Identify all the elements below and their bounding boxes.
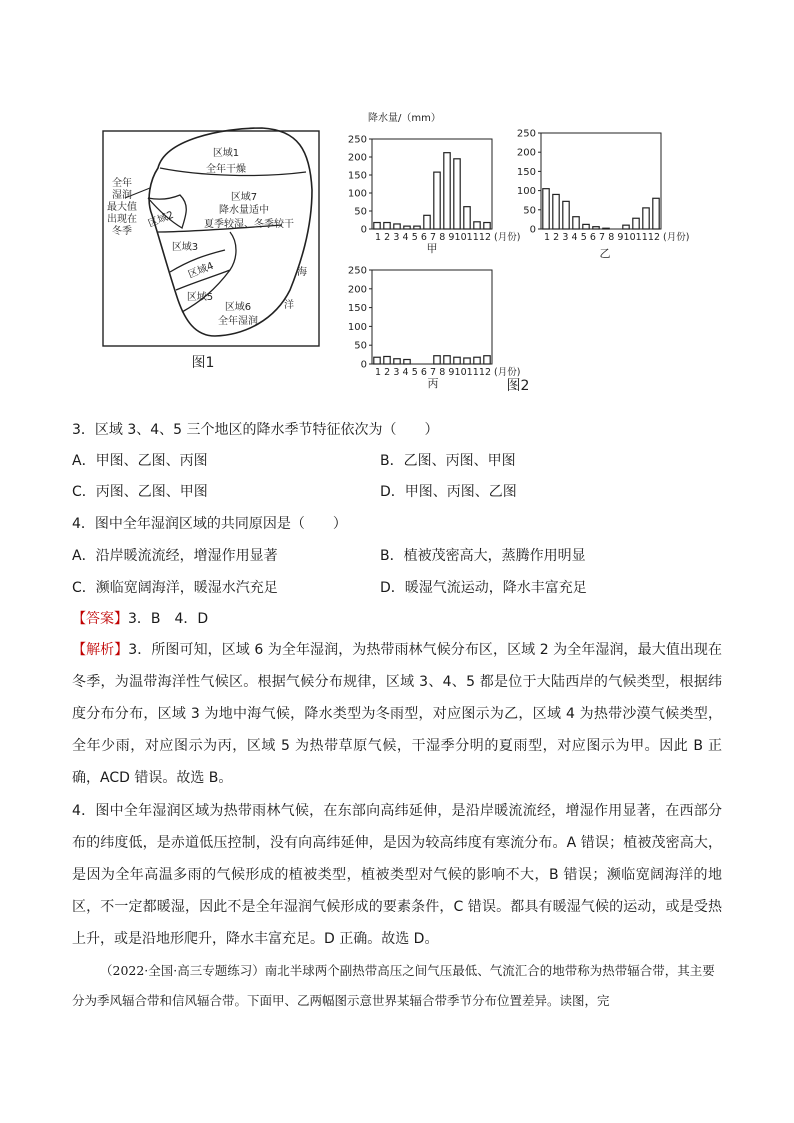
bar-丙-month-8 [444, 356, 450, 364]
bar-甲-month-12 [484, 223, 490, 229]
bar-丙-month-10 [464, 358, 470, 364]
bar-甲-month-8 [444, 153, 450, 229]
y-tick-label: 100 [516, 186, 536, 198]
q4-option-b[interactable]: B．植被茂密高大，蒸腾作用明显 [380, 548, 586, 564]
y-tick-label: 0 [529, 224, 536, 236]
y-tick-label: 100 [347, 321, 367, 333]
bar-乙-month-5 [583, 224, 589, 229]
bar-丙-month-12 [484, 356, 490, 364]
bar-乙-month-4 [573, 217, 579, 229]
bar-乙-month-3 [563, 201, 569, 229]
bar-乙-month-12 [653, 198, 659, 229]
bar-丙-month-3 [394, 359, 400, 364]
bar-甲-month-7 [434, 172, 440, 229]
bar-甲-month-3 [394, 224, 400, 229]
answer-text: 3．B 4．D [128, 611, 209, 627]
intro-source: （2022·全国·高三专题练习） [100, 963, 265, 978]
region-1-name: 区域1 [212, 148, 240, 159]
bar-丙-month-11 [474, 357, 480, 364]
chart-frame [372, 270, 492, 364]
bar-乙-month-6 [593, 227, 599, 229]
analysis-tag: 【解析】 [72, 642, 129, 658]
bar-甲-month-11 [474, 222, 480, 229]
bar-甲-month-4 [404, 226, 410, 229]
left-note-2: 湿润 [112, 190, 132, 201]
bar-丙-month-2 [384, 356, 390, 364]
y-tick-label: 200 [347, 284, 367, 296]
q4-option-c[interactable]: C．濒临宽阔海洋，暖湿水汽充足 [72, 580, 278, 596]
bar-丙-month-4 [404, 359, 410, 364]
q4-option-d[interactable]: D．暖湿气流运动，降水丰富充足 [380, 580, 587, 596]
x-tick-labels: 1 2 3 4 5 6 7 8 9101112 [544, 232, 660, 243]
analysis-q4 [72, 795, 722, 955]
chart-title: 丙 [427, 377, 439, 390]
analysis-q3-text: 3．所图可知，区域 6 为全年湿润，为热带雨林气候分布区，区域 2 为全年湿润，最大值出现在冬季，为温带海洋性气候区。根据气候分布规律，区域 3、4、5 都是位于大陆西岸的气候类型，根据纬度分布分布，区域 3 为地中海气候，降水类型为冬雨型，对应图示为乙，区域 4 为热带沙漠气候类型，全年少雨，对应图示为丙，区域 5 为热带草原气候，干湿季分明的夏雨型，对应图示为甲。因此 B 正确，ACD 错误。故选 B。 [72, 642, 722, 786]
next-question-intro [72, 956, 722, 1018]
analysis-q3 [72, 634, 722, 794]
chart-frame [372, 139, 492, 229]
y-tick-label: 50 [354, 206, 367, 218]
bar-乙-month-9 [623, 225, 629, 229]
left-note-4: 出现在 [107, 214, 137, 225]
region-6-desc: 全年湿润 [218, 316, 258, 327]
bar-乙-month-7 [603, 228, 609, 229]
region-1-desc: 全年干燥 [206, 164, 246, 175]
chart-title: 乙 [599, 247, 611, 260]
q4-option-a[interactable]: A．沿岸暖流流经，增湿作用显著 [72, 548, 278, 564]
figure-2-caption: 图2 [506, 378, 530, 394]
bar-丙-month-7 [434, 356, 440, 364]
bar-甲-month-10 [464, 207, 470, 229]
region-4-name: 区域4 [186, 260, 216, 281]
answer-line [72, 609, 208, 629]
q3-option-b[interactable]: B．乙图、丙图、甲图 [380, 453, 516, 469]
bar-甲-month-1 [374, 223, 380, 229]
analysis-q4-text: 4．图中全年湿润区域为热带雨林气候，在东部向高纬延伸，是沿岸暖流流经，增湿作用显著，在西部分布的纬度低，是赤道低压控制，没有向高纬延伸，是因为较高纬度有寒流分布。A 错误；植被茂密高大，是因为全年高温多雨的气候形成的植被类型，植被类型对气候的影响不大，B 错误；濒临宽阔海洋的地区，不一定都暖湿，因此不是全年湿润气候形成的要素条件，C 错误。都具有暖湿气候的运动，或是受热上升，或是沿地形爬升，降水丰富充足。D 正确。故选 D。 [72, 803, 722, 947]
intro-text: 南北半球两个副热带高压之间气压最低、气流汇合的地带称为热带辐合带，其主要分为季风辐合带和信风辐合带。下面甲、乙两幅图示意世界某辐合带季节分布位置差异。读图，完 [72, 963, 715, 1008]
y-tick-label: 100 [347, 188, 367, 200]
left-note-3: 最大值 [107, 202, 137, 213]
q3-option-d[interactable]: D．甲图、丙图、乙图 [380, 484, 517, 500]
figure-2 [0, 0, 794, 400]
region-7-desc-1: 降水量适中 [219, 205, 269, 216]
y-tick-label: 200 [347, 152, 367, 164]
bar-甲-month-5 [414, 226, 420, 229]
y-tick-label: 50 [354, 340, 367, 352]
x-tick-labels: 1 2 3 4 5 6 7 8 9101112 [375, 232, 491, 243]
sea-label-2: 洋 [284, 300, 294, 311]
bar-乙-month-10 [633, 218, 639, 229]
y-tick-label: 150 [516, 166, 536, 178]
region-7-name: 区域7 [230, 192, 258, 203]
bar-甲-month-6 [424, 215, 430, 229]
bar-丙-month-9 [454, 357, 460, 364]
q4-stem: 4．图中全年湿润区域的共同原因是（ ） [72, 516, 347, 532]
region-5-name: 区域5 [186, 292, 214, 303]
y-tick-label: 150 [347, 303, 367, 315]
fig2-ylabel: 降水量/（mm） [368, 113, 441, 124]
x-tick-labels: 1 2 3 4 5 6 7 8 9101112 [375, 367, 491, 378]
y-tick-label: 250 [347, 134, 367, 146]
x-unit-label: (月份) [663, 232, 690, 243]
q3-option-c[interactable]: C．丙图、乙图、甲图 [72, 484, 208, 500]
figure-1-caption: 图1 [191, 355, 215, 371]
region-3-name: 区域3 [171, 242, 199, 253]
chart-title: 甲 [426, 242, 438, 255]
x-unit-label: (月份) [494, 367, 521, 378]
y-tick-label: 150 [347, 170, 367, 182]
left-note-5: 冬季 [112, 226, 132, 237]
y-tick-label: 0 [360, 224, 367, 236]
y-tick-label: 250 [516, 128, 536, 140]
bar-甲-month-9 [454, 159, 460, 229]
bar-乙-month-1 [543, 189, 549, 229]
region-2-name: 区域2 [146, 209, 176, 230]
x-unit-label: (月份) [494, 232, 521, 243]
y-tick-label: 200 [516, 147, 536, 159]
q3-stem: 3．区域 3、4、5 三个地区的降水季节特征依次为（ ） [72, 422, 439, 438]
bar-甲-month-2 [384, 223, 390, 229]
bar-乙-month-11 [643, 208, 649, 229]
left-note-1: 全年 [112, 178, 132, 189]
bar-乙-month-2 [553, 194, 559, 229]
y-tick-label: 0 [360, 359, 367, 371]
q3-option-a[interactable]: A．甲图、乙图、丙图 [72, 453, 208, 469]
sea-label-1: 海 [297, 267, 307, 278]
y-tick-label: 50 [523, 205, 536, 217]
region-6-name: 区域6 [224, 302, 252, 313]
y-tick-label: 250 [347, 265, 367, 277]
bar-丙-month-1 [374, 357, 380, 364]
answer-tag: 【答案】 [72, 611, 128, 627]
region-7-desc-2: 夏季较湿、冬季较干 [204, 219, 294, 230]
